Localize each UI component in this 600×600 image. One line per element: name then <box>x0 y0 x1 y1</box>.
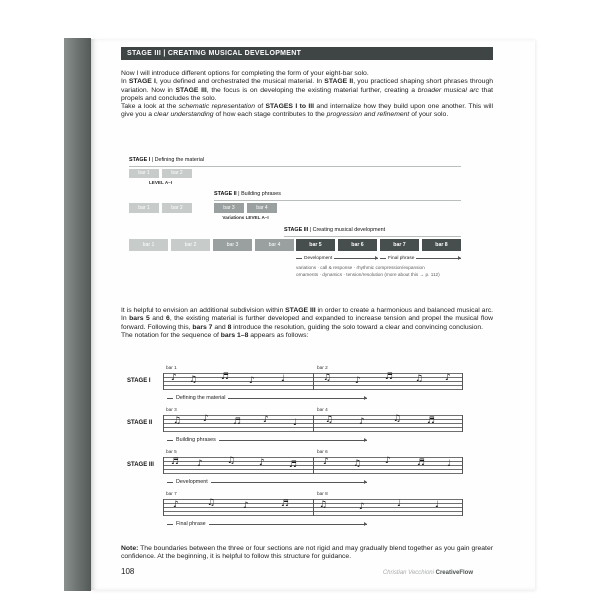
notation-system-stage2 <box>121 407 493 449</box>
barline <box>462 415 463 432</box>
caption-text: Development <box>176 479 208 485</box>
caption-arrow <box>209 524 367 525</box>
music-staff <box>163 499 463 516</box>
section-caption <box>167 437 367 443</box>
stage3-rule <box>284 236 461 237</box>
fine-print-line-2: ornaments · dynamics · tension/resolution (more about this → p. 112) <box>296 272 440 277</box>
stage1-label-bold: STAGE I <box>129 157 151 163</box>
diagram-bar-box: bar 1 <box>129 239 168 251</box>
music-note-glyph: ♬ <box>385 372 394 382</box>
barline <box>462 499 463 516</box>
diagram-bar-box: bar 3 <box>213 239 252 251</box>
music-staff <box>163 415 463 432</box>
arrow-line <box>296 258 302 259</box>
music-note-glyph: ♬ <box>427 416 436 426</box>
arrow-head <box>416 258 461 259</box>
stage3-label <box>284 227 385 233</box>
diagram-bar-box: bar 7 <box>380 239 419 251</box>
music-note-glyph: ♬ <box>171 457 180 467</box>
music-note-glyph: ♩ <box>397 499 402 509</box>
music-note-glyph: ♪ <box>173 500 179 510</box>
music-note-glyph: ♪ <box>445 373 451 383</box>
diagram-bar-box: bar 4 <box>255 239 294 251</box>
arrow-head <box>334 258 378 259</box>
page-number: 108 <box>121 567 135 576</box>
barline <box>313 499 314 516</box>
footer-credit <box>383 570 473 576</box>
caption-text: Final phrase <box>176 521 206 527</box>
arrow-line <box>380 258 386 259</box>
music-note-glyph: ♫ <box>173 416 182 426</box>
bar-number-label: bar 3 <box>166 407 177 412</box>
fine-print-line-1: variations · call & response · rhythmic compression/expansion <box>296 265 425 270</box>
music-note-glyph: ♩ <box>447 459 452 469</box>
diagram-bar-box: bar 1 <box>129 203 159 213</box>
music-note-glyph: ♫ <box>393 414 402 424</box>
stage2-level-label: Variations LEVEL A–I <box>222 215 269 220</box>
section-caption <box>167 395 367 401</box>
barline <box>163 373 164 390</box>
music-note-glyph: ♬ <box>417 458 426 468</box>
music-note-glyph: ♪ <box>385 456 391 466</box>
final-phrase-arrow <box>380 255 461 261</box>
intro-paragraph-2: It is helpful to envision an additional subdivision within STAGE III in order to create a harmonious and balanced musical arc. In bars 5 and 6, the existing material is further developed and expanded to increase tension and propel the musical flow forward. Following this, bars 7 and 8 introduce the resolution, guiding the solo toward a clear and convincing conclusion. The notation for the sequence of bars 1–8 appears as follows: <box>121 307 494 339</box>
music-note-glyph: ♪ <box>359 502 365 512</box>
section-header-title: STAGE III | CREATING MUSICAL DEVELOPMENT <box>127 50 302 57</box>
stage-label: STAGE III <box>127 462 154 468</box>
bar-number-label: bar 1 <box>166 365 177 370</box>
barline <box>313 373 314 390</box>
stage-label: STAGE I <box>127 378 151 384</box>
book-page <box>91 39 535 590</box>
diagram-bar-box: bar 8 <box>422 239 461 251</box>
diagram-bar-box: bar 2 <box>171 239 210 251</box>
notation-system-stage1 <box>121 365 493 407</box>
development-arrow-label: Development <box>304 255 333 261</box>
music-note-glyph: ♫ <box>323 373 332 383</box>
stage2-label-rest: | Building phrases <box>238 191 281 197</box>
music-note-glyph: ♩ <box>435 500 440 510</box>
diagram-bar-box: bar 2 <box>162 169 192 178</box>
bar-number-label: bar 6 <box>317 449 328 454</box>
intro-paragraph-1: Now I will introduce different options for completing the form of your eight-bar solo. In STAGE I, you defined and orchestrated the musical material. In STAGE II, you practiced shaping short phrases through variation. Now in STAGE III, the focus is on developing the existing material further, creating a broader musical arc that propels and concludes the solo. Take a look at the schematic representation of STAGES I to III and internalize how they build upon one another. This will give you a clear understanding of how each stage contributes to the progression and refinement of your solo. <box>121 70 494 119</box>
barline <box>163 499 164 516</box>
diagram-bar-box: bar 4 <box>247 203 277 213</box>
development-arrow <box>296 255 378 261</box>
music-note-glyph: ♫ <box>207 498 216 508</box>
music-note-glyph: ♫ <box>319 500 328 510</box>
bar-number-label: bar 5 <box>166 449 177 454</box>
music-note-glyph: ♫ <box>325 415 334 425</box>
music-note-glyph: ♫ <box>415 374 424 384</box>
caption-arrow <box>228 398 367 399</box>
music-note-glyph: ♬ <box>233 417 242 427</box>
diagram-bar-box: bar 1 <box>129 169 159 178</box>
caption-arrow <box>219 440 367 441</box>
section-caption <box>167 479 367 485</box>
music-note-glyph: ♫ <box>227 456 236 466</box>
caption-line <box>167 398 173 399</box>
stage3-label-rest: | Creating musical development <box>309 227 386 233</box>
footer-brand: CreativeFlow <box>435 570 473 576</box>
caption-line <box>167 482 173 483</box>
barline <box>163 415 164 432</box>
caption-arrow <box>211 482 367 483</box>
music-note-glyph: ♬ <box>281 499 290 509</box>
notation-system-stage3a <box>121 449 493 491</box>
section-header <box>121 47 493 60</box>
music-note-glyph: ♪ <box>249 376 255 386</box>
music-note-glyph: ♩ <box>281 374 286 384</box>
barline <box>462 373 463 390</box>
caption-line <box>167 524 173 525</box>
barline <box>313 457 314 474</box>
music-note-glyph: ♪ <box>259 458 265 468</box>
barline <box>313 415 314 432</box>
stage2-rule <box>214 200 461 201</box>
bar-number-label: bar 7 <box>166 491 177 496</box>
footer-author: Christian Vecchioni <box>382 570 434 576</box>
diagram-bar-box: bar 5 <box>296 239 335 251</box>
stage1-label <box>129 157 204 163</box>
stage1-label-rest: | Defining the material <box>151 157 205 163</box>
book-spine <box>64 38 91 591</box>
music-note-glyph: ♪ <box>323 457 329 467</box>
stage2-label <box>214 191 281 197</box>
music-note-glyph: ♪ <box>355 376 361 386</box>
music-note-glyph: ♪ <box>359 417 365 427</box>
barline <box>163 457 164 474</box>
music-note-glyph: ♪ <box>263 415 269 425</box>
music-note-glyph: ♬ <box>221 372 230 382</box>
diagram-bar-box: bar 6 <box>338 239 377 251</box>
stage3-label-bold: STAGE III <box>284 227 309 233</box>
barline <box>462 457 463 474</box>
notation-system-stage3b <box>121 491 493 533</box>
music-note-glyph: ♪ <box>243 501 249 511</box>
final-phrase-arrow-label: Final phrase <box>388 255 415 261</box>
music-note-glyph: ♫ <box>353 459 362 469</box>
stage1-level-label: LEVEL A–I <box>149 180 172 185</box>
bar-number-label: bar 4 <box>317 407 328 412</box>
music-note-glyph: ♩ <box>293 418 298 428</box>
bar-number-label: bar 8 <box>317 491 328 496</box>
diagram-bar-box: bar 2 <box>162 203 192 213</box>
note-paragraph: Note: The boundaries between the three or four sections are not rigid and may gradually blend together as you gain greater confidence. At the beginning, it is helpful to follow this structure for guidance. <box>121 545 493 561</box>
music-note-glyph: ♪ <box>197 459 203 469</box>
music-note-glyph: ♬ <box>289 460 298 470</box>
stage1-rule <box>129 166 461 167</box>
music-note-glyph: ♪ <box>203 414 209 424</box>
caption-text: Defining the material <box>176 395 226 401</box>
notation-section <box>121 365 493 535</box>
section-caption <box>167 521 367 527</box>
music-note-glyph: ♫ <box>189 375 198 385</box>
music-staff <box>163 373 463 390</box>
stages-schematic-diagram <box>121 157 493 285</box>
caption-text: Building phrases <box>176 437 216 443</box>
diagram-bar-box: bar 3 <box>214 203 244 213</box>
caption-line <box>167 440 173 441</box>
bar-number-label: bar 2 <box>317 365 328 370</box>
stage-label: STAGE II <box>127 420 153 426</box>
music-staff <box>163 457 463 474</box>
stage2-label-bold: STAGE II <box>214 191 237 197</box>
music-note-glyph: ♪ <box>171 373 177 383</box>
